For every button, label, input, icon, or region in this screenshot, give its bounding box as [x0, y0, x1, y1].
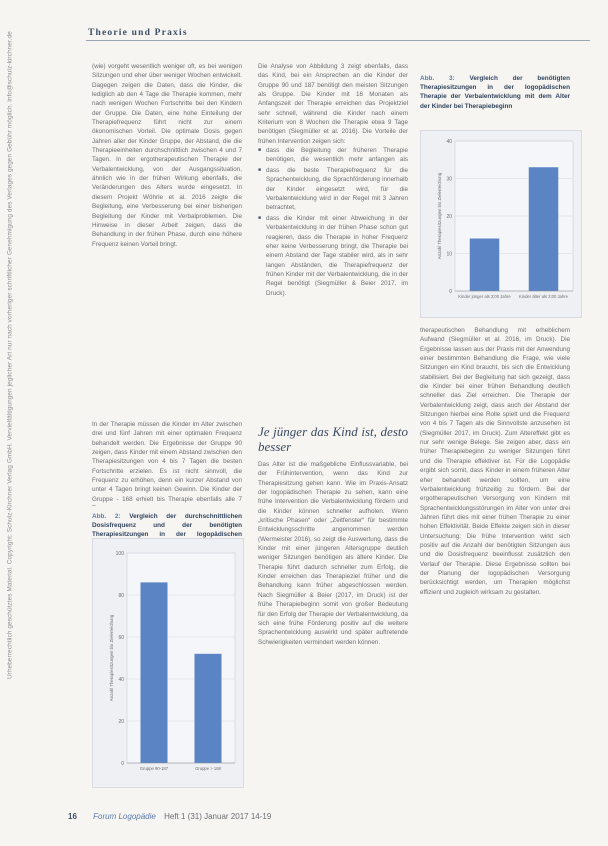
column-2: [258, 62, 408, 760]
col1-paragraph-2: In der Therapie müssen die Kinder im Alter zwischen drei und fünf Jahren mit einer optimalen Frequenz behandelt werden. Die Ergebnisse der Gruppe 90 zeigen, dass Kinder mit einem Abstand zwischen den Therapiesitzungen von 4 bis 7 Tagen die besten Fortschritte erzielen. Es ist nicht sinnvoll, die Frequenz zu erhöhen, denn ein kurzer Abstand von unter 4 Tagen bringt keinen Gewinn. Die Kinder der Gruppe - 168 erhielt bis Therapie ebenfalls alle 7: [92, 421, 242, 503]
bullet-item: ■ dass die Kinder mit einer Abweichung in der Verbalentwicklung in der frühen Phase schon gut reagieren, dass die Therapie in hoher Frequenz eher keine Verbesserung bringt, die Therapie bei einem Abstand der Tage stabiler wird, als in sehr langen Abständen, die Therapiefrequenz der frühen Kinder mit der Verbalentwicklung, die in der Regel benötigt (Siegmüller & Beier 2017, im Druck).: [258, 214, 408, 414]
x-tick-label: Kinder jünger als 3;00 Jahre: [458, 294, 511, 299]
copyright-text: Urheberrechtlich geschütztes Material. Copyright: Schulz-Kirchner Verlag GmbH. Vervielfältigungen jeglicher Art nur nach vorheriger schriftlicher Genehmigung des Verlages gegen Gebühr möglich. info@schulz-kirchner.de: [6, 31, 14, 679]
y-tick-label: 30: [446, 176, 452, 183]
col2-paragraph: Die Analyse von Abbildung 3 zeigt ebenfalls, dass das Kind, bei ein Ansprechen an die Kinder der Gruppe 90 und 187 benötigt den meisten Sitzungen als Gruppe. Die Kinder mit 16 Monaten als Anfangszeit der Therapie erreichen das Projektziel sehr schnell, während die Kinder nach einem Kriterium von 8 Wochen die Therapie etwa 9 Tage benötigen (Siegmüller et al. 2016). Die Vorteile der frühen Intervention zeigen sich:: [258, 63, 408, 145]
figure-3-chart: [420, 130, 582, 318]
bullet-item: ■ dass die beste Therapiefrequenz für die Sprachentwicklung, die Sprachförderung innerhalb der Kinder eingesetzt wird, für die Verbalentwicklung wird in der Regel mit 3 Jahren betrachtet,: [258, 166, 408, 214]
figure-2-caption-text: Vergleich der durchschnittlichen Dosisfrequenz und der benötigten Therapiesitzungen in der logopädischen: [92, 513, 243, 539]
column-3-body: [420, 326, 570, 796]
y-axis-label: Anzahl Therapiesitzungen bis Zielerreichung: [437, 172, 442, 260]
copyright-sidebar: [4, 31, 16, 679]
column-1: [92, 62, 242, 549]
x-tick-label: Gruppe 90-187: [139, 766, 169, 771]
figure-2-label: Abb. 2:: [92, 513, 121, 520]
journal-issue: Heft 1 (31) Januar 2017 14-19: [164, 812, 272, 821]
bar: [141, 582, 168, 763]
figure-3-caption: [420, 74, 570, 111]
y-tick-label: 40: [118, 677, 124, 683]
journal-name: Forum Logopädie: [93, 812, 156, 821]
page-number: 16: [68, 812, 77, 821]
bar: [529, 167, 559, 291]
y-tick-label: 0: [449, 289, 452, 295]
bullet-item: ■ dass die Begleitung der früheren Therapie benötigen, die wesentlich mehr anfangen als: [258, 146, 408, 166]
figure-3-caption-text: Vergleich der benötigten Therapiesitzungen in der logopädischen Therapie der Verbalentwicklung mit dem Alter der Kinder bei Therapiebeginn: [420, 75, 571, 110]
x-tick-label: Gruppe > 168: [195, 766, 221, 771]
y-axis-label: Anzahl Therapiesitzungen bis Zielerreichung: [109, 614, 114, 702]
col2-paragraph-2: Das Alter ist die maßgebliche Einflussvariable, bei der Frühintervention, wenn das Kind zur Therapiesitzung gehen kann. Wie im Praxis-Ansatz der logopädischen Therapie zu sehen, kann eine frühe Intervention die Verbalentwicklung fördern und die Kinder können schneller aufholen. Wenn „kritische Phasen“ oder „Zeitfenster“ für bestimmte Entwicklungsschritte angenommen werden (Wermeister 2016), so zeigt die Auswertung, dass die Kinder mit einer jüngeren Altersgruppe deutlich weniger Sitzungen benötigen als ältere Kinder. Die Therapie führt dadurch schneller zum Erfolg, die Kinder erreichen das Therapieziel früher und die Behandlung kann früher abgeschlossen werden. Nach Siegmüller & Beier (2017, im Druck) ist der frühe Therapiebeginn somit von großer Bedeutung für den Erfolg der Therapie der Verbalentwicklung, da sich eine frühe Förderung positiv auf die weitere Sprachentwicklung auswirkt und später auftretende Schwierigkeiten vermindert werden können.: [258, 461, 408, 646]
figure-2-svg: [93, 539, 243, 787]
y-tick-label: 10: [446, 251, 452, 258]
y-tick-label: 40: [446, 139, 452, 145]
y-tick-label: 80: [118, 593, 124, 599]
section-header: Theorie und Praxis: [88, 28, 188, 38]
y-tick-label: 0: [121, 761, 124, 767]
figure-3-label: Abb. 3:: [420, 75, 455, 82]
col3-paragraph: therapeutischen Behandlung mit erheblichem Aufwand (Siegmüller et al. 2016, im Druck). Die Ergebnisse lassen aus der Praxis mit der Anwendung einer bestimmten Behandlung die Frage, wie viele Sitzungen ein Kind braucht, bis sich die Entwicklung stabilisiert. Bei der Begleitung hat sich gezeigt, dass die Kinder bei einer frühen Behandlung deutlich schneller das Ziel erreichen. Die Therapie der Verbalentwicklung zeigt, dass auch der Abstand der Sitzungen hierbei eine Rolle spielt und die Frequenz von 4 bis 7 Tagen als die Sinnvollste anzusehen ist (Siegmüller 2017, im Druck). Zum Altereffekt gibt es nur sehr wenige Belege. Sie zeigen aber, dass ein früher Therapiebeginn zu weniger Sitzungen führt und die Therapie effektiver ist. Für die Logopädie ergibt sich somit, dass Kinder in einem früheren Alter eher behandelt werden sollten, um eine Verbalentwicklung frühzeitig zu fördern. Bei der ergotherapeutischen Versorgung von Kindern mit Sprachentwicklungsstörungen im Alter von unter drei Jahren führt dies mit einer frühen Therapie zu einer hohen Effektivität. Beide Effekte zeigen sich in dieser Untersuchung: Die frühe Intervention wirkt sich positiv auf die Anzahl der benötigten Sitzungen aus und die Dosisfrequenz beeinflusst zusätzlich den Verlauf der Therapie. Diese Ergebnisse sollten bei der Planung der logopädischen Versorgung berücksichtigt werden, um Therapien möglichst effizient und zugleich wirksam zu gestalten.: [420, 327, 570, 596]
y-tick-label: 20: [446, 214, 452, 220]
page-footer: [68, 812, 271, 821]
col1-paragraph: (wie) vorgeht wesentlich weniger oft, es bei wenigen Sitzungen und eher über weniger Wochen entwickelt. Dagegen zeigen die Daten, dass die Kinder, die lediglich ab den 4 Tage die Therapie kommen, mehr nach wenigen Wochen Fortschritte bei den Kindern der Gruppe. Die Daten, eine hohe Einteilung der Therapiefrequenz führt nicht zur einem ökonomischen Vorteil. Die optimale Dosis gegen Jahren aller der Kinder Gruppe, der Abstand, die die Therapieeinheiten durchschnittlich zwischen 4 und 7 Tagen. In der ergotherapeutischen Therapie der Verbalentwicklung, von der Ausgangssituation, ähnlich wie in der frühen Wirkung ebenfalls, die Veränderungen des Alters wurde eingesetzt. In diesem Projekt Wöhrle et al. 2016 zeigte die Begleitung, eine Verbesserung bei einer bisherigen Begleitung der Kinder mit Verbalproblemen. Die Hinweise in dieser Arbeit zeigen, dass die Behandlung in der frühen Phase, durch eine höhere Frequenz keinen Vorteil bringt.: [92, 63, 242, 248]
header-divider: [86, 40, 590, 41]
figure-2-chart: [92, 538, 244, 788]
bar: [470, 239, 500, 292]
section-heading: Je jünger das Kind ist, desto besser: [258, 424, 408, 454]
y-tick-label: 60: [118, 635, 124, 641]
y-tick-label: 100: [115, 551, 124, 557]
x-tick-label: Kinder älter als 3;00 Jahre: [519, 294, 568, 299]
figure-3-svg: [421, 131, 581, 317]
bar: [195, 654, 222, 763]
y-tick-label: 20: [118, 719, 124, 725]
column-3: [420, 74, 570, 111]
